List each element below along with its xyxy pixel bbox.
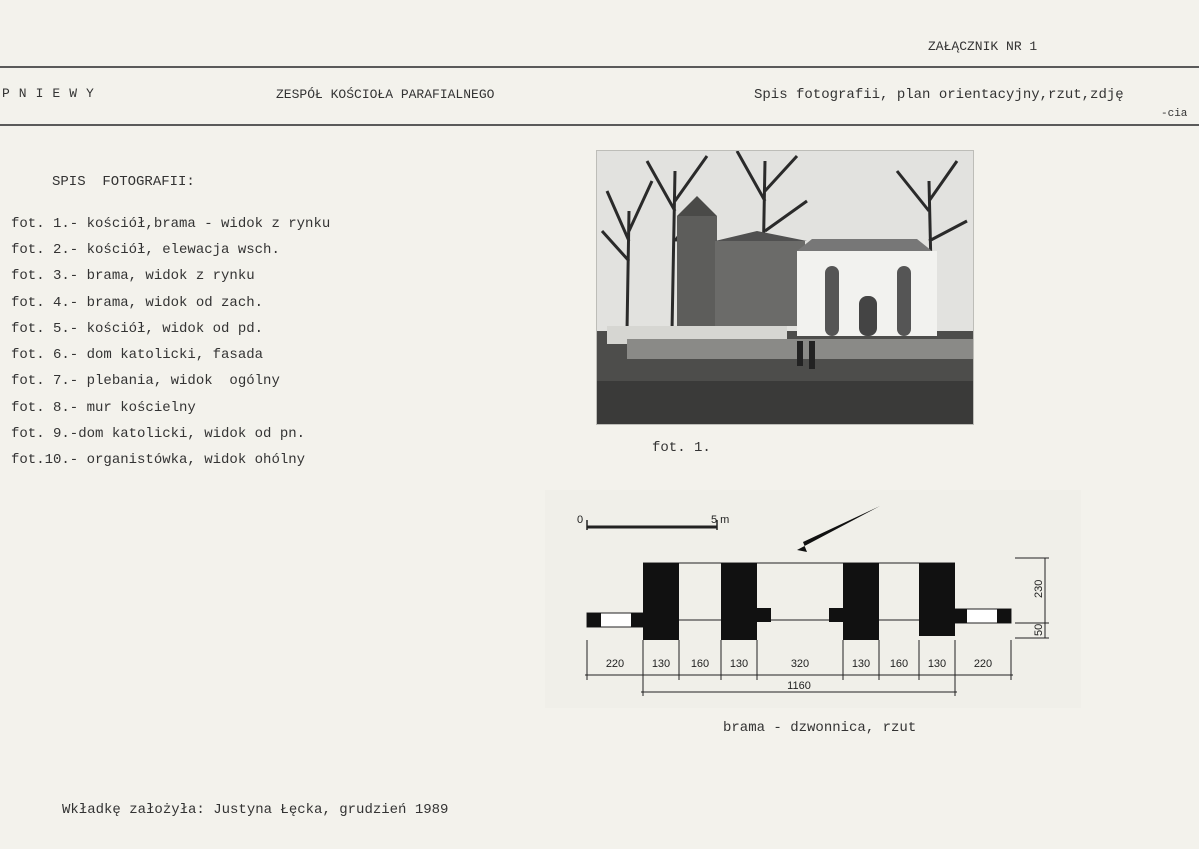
church-photo-drawing: [597, 151, 973, 424]
dimension-label: 320: [790, 658, 810, 670]
dimension-label: 220: [973, 658, 993, 670]
dimension-label: 130: [927, 658, 947, 670]
photo-list-heading: SPIS FOTOGRAFII:: [52, 174, 195, 190]
dimension-label: 130: [651, 658, 671, 670]
height-upper-label: 230: [1033, 579, 1045, 598]
height-lower-label: 50: [1033, 623, 1045, 636]
dimension-label: 130: [851, 658, 871, 670]
dimension-label: 160: [889, 658, 909, 670]
list-item: fot. 5.- kościół, widok od pd.: [11, 321, 264, 337]
plan-caption: brama - dzwonnica, rzut: [723, 720, 917, 736]
header-rule-bottom: [0, 124, 1199, 126]
gate-floor-plan: [545, 490, 1081, 708]
list-item: fot. 2.- kościół, elewacja wsch.: [11, 242, 280, 258]
list-item: fot. 6.- dom katolicki, fasada: [11, 347, 264, 363]
church-photograph: [596, 150, 974, 425]
scale-end-label: 5 m: [711, 514, 730, 526]
list-item: fot.10.- organistówka, widok ohólny: [11, 452, 306, 468]
document-subtitle: Spis fotografii, plan orientacyjny,rzut,zdję: [754, 87, 1124, 103]
dimension-label: 130: [729, 658, 749, 670]
list-item: fot. 3.- brama, widok z rynku: [11, 268, 255, 284]
list-item: fot. 8.- mur kościelny: [11, 400, 196, 416]
list-item: fot. 4.- brama, widok od zach.: [11, 295, 264, 311]
photo-caption: fot. 1.: [652, 440, 711, 456]
author-note: Wkładkę założyła: Justyna Łęcka, grudzień 1989: [62, 802, 449, 818]
header-rule-top: [0, 66, 1199, 68]
location-label: PNIEWY: [2, 86, 103, 101]
total-width-label: 1160: [787, 680, 811, 692]
north-arrow-icon: [797, 506, 880, 552]
document-title: ZESPÓŁ KOŚCIOŁA PARAFIALNEGO: [276, 87, 495, 102]
dimension-label: 220: [605, 658, 625, 670]
list-item: fot. 9.-dom katolicki, widok od pn.: [11, 426, 306, 442]
document-subtitle-cont: -cia: [1161, 108, 1188, 120]
scale-start-label: 0: [577, 514, 584, 526]
attachment-label: ZAŁĄCZNIK NR 1: [928, 39, 1038, 54]
list-item: fot. 7.- plebania, widok ogólny: [11, 373, 280, 389]
list-item: fot. 1.- kościół,brama - widok z rynku: [11, 216, 331, 232]
dimension-label: 160: [690, 658, 710, 670]
